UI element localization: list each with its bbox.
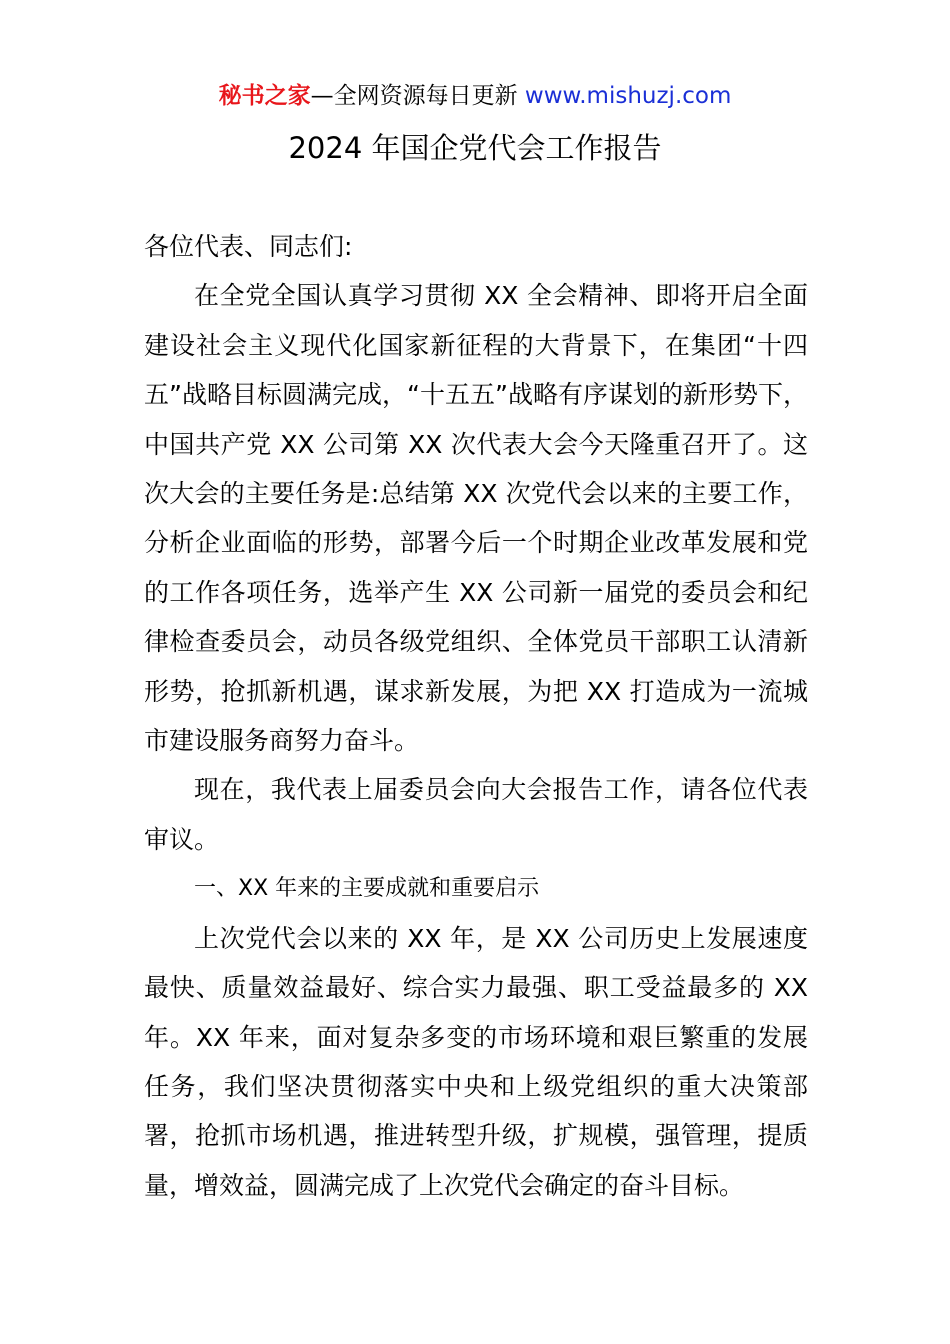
paragraph-intro: 在全党全国认真学习贯彻 XX 全会精神、即将开启全面建设社会主义现代化国家新征程的大背景下，在集团“十四五”战略目标圆满完成，“十五五”战略有序谋划的新形势下，中国共产党 XX 公司第 XX 次代表大会今天隆重召开了。这次大会的主要任务是:总结第 XX 次党代会以来的主要工作，分析企业面临的形势，部署今后一个时期企业改革发展和党的工作各项任务，选举产生 XX 公司新一届党的委员会和纪律检查委员会，动员各级党组织、全体党员干部职工认清新形势，抢抓新机遇，谋求新发展，为把 XX 打造成为一流城市建设服务商努力奋斗。 [144,281,808,756]
brand-name: 秘书之家 [218,83,311,109]
paragraph-section: 上次党代会以来的 XX 年，是 XX 公司历史上发展速度最快、质量效益最好、综合实力最强、职工受益最多的 XX 年。XX 年来，面对复杂多变的市场环境和艰巨繁重的发展任务，我们坚决贯彻落实中央和上级党组织的重大决策部署，抢抓市场机遇，推进转型升级，扩规模，强管理，提质量，增效益，圆满完成了上次党代会确定的奋斗目标。 [144,923,808,1200]
site-url[interactable]: www.mishuzj.com [524,83,732,109]
document-title: 2024 年国企党代会工作报告 [288,131,662,165]
site-header [0,80,950,112]
salutation: 各位代表、同志们: [144,232,353,261]
paragraph-report: 现在，我代表上届委员会向大会报告工作，请各位代表审议。 [144,775,808,854]
section-heading: 一、XX 年来的主要成就和重要启示 [194,876,540,902]
document-body [144,222,808,1210]
brand-slogan: —全网资源每日更新 [310,83,525,109]
